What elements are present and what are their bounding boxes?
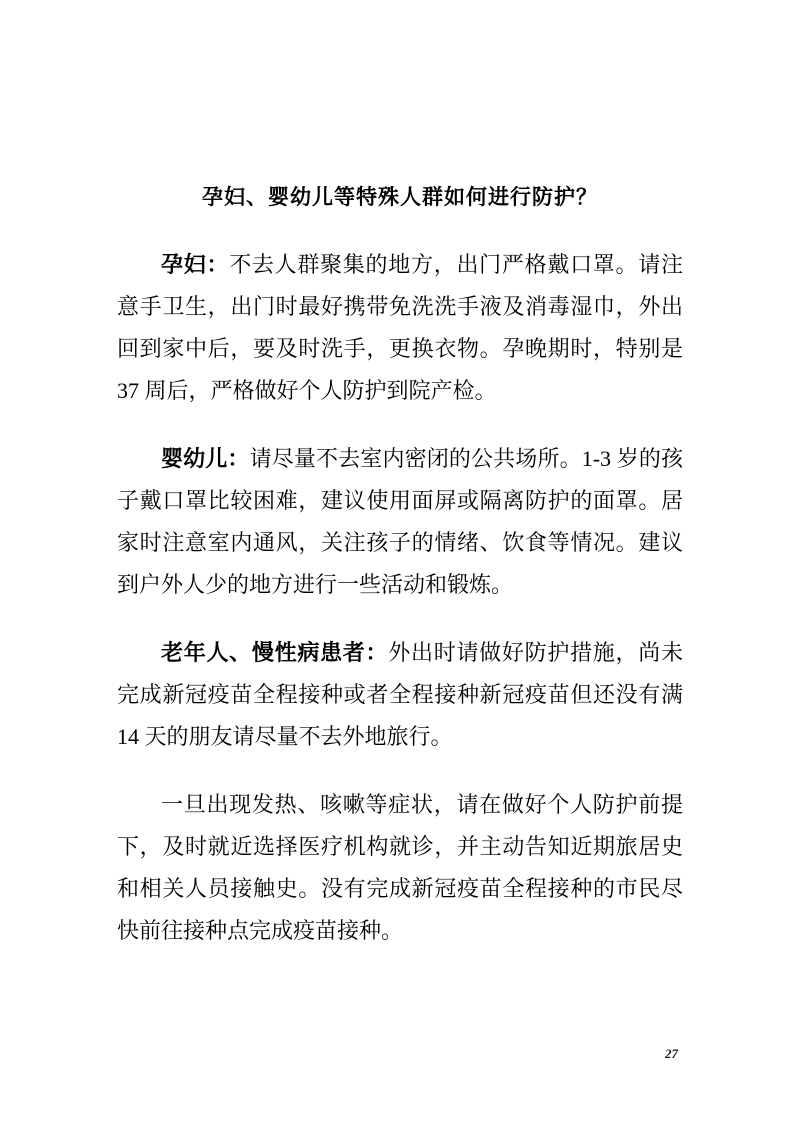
paragraph-lead-pregnant-women: 孕妇： <box>161 252 230 277</box>
paragraph-lead-elderly-chronic: 老年人、慢性病患者： <box>161 640 389 665</box>
paragraph-elderly-chronic <box>117 632 683 758</box>
paragraph-symptoms-advice <box>117 784 683 952</box>
paragraph-text-symptoms-advice: 一旦出现发热、咳嗽等症状，请在做好个人防护前提下，及时就近选择医疗机构就诊，并主动告知近期旅居史和相关人员接触史。没有完成新冠疫苗全程接种的市民尽快前往接种点完成疫苗接种。 <box>117 792 683 943</box>
paragraph-text-elderly-chronic: 外出时请做好防护措施，尚未完成新冠疫苗全程接种或者全程接种新冠疫苗但还没有满 14 天的朋友请尽量不去外地旅行。 <box>117 640 683 749</box>
paragraph-text-infants: 请尽量不去室内密闭的公共场所。1-3 岁的孩子戴口罩比较困难，建议使用面屏或隔离防护的面罩。居家时注意室内通风，关注孩子的情绪、饮食等情况。建议到户外人少的地方进行一些活动和锻炼。 <box>117 446 683 597</box>
paragraph-lead-infants: 婴幼儿： <box>161 446 250 471</box>
page-number: 27 <box>665 1046 678 1061</box>
paragraph-pregnant-women <box>117 244 683 412</box>
paragraph-infants <box>117 438 683 606</box>
page-title: 孕妇、婴幼儿等特殊人群如何进行防护？ <box>202 185 598 209</box>
page-content <box>117 176 683 978</box>
paragraph-text-pregnant-women: 不去人群聚集的地方，出门严格戴口罩。请注意手卫生，出门时最好携带免洗洗手液及消毒湿巾，外出回到家中后，要及时洗手，更换衣物。孕晚期时，特别是 37 周后，严格做好个人防护到院产检。 <box>117 252 683 403</box>
